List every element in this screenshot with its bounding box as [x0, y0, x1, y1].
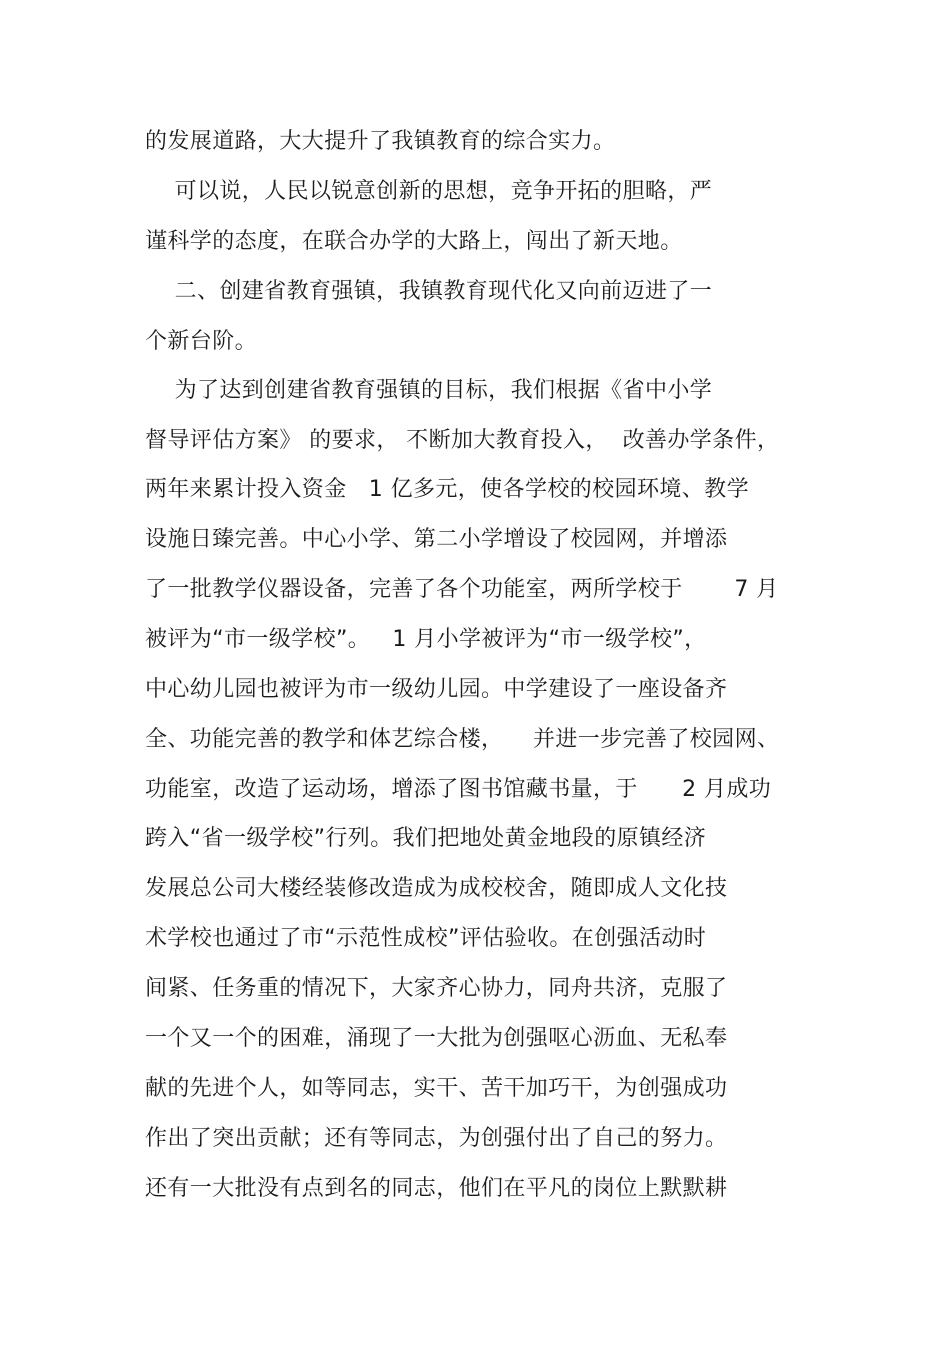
text-line: 跨入“省一级学校”行列。我们把地处黄金地段的原镇经济 [145, 826, 707, 851]
text-line: 一个又一个的困难，涌现了一大批为创强呕心沥血、无私奉 [145, 1026, 728, 1051]
text-line: 为了达到创建省教育强镇的目标，我们根据《省中小学 [145, 378, 713, 403]
text-line: 被评为“市一级学校”。 1 月小学被评为“市一级学校”， [145, 627, 707, 652]
text-line: 发展总公司大楼经装修改造成为成校校舍，随即成人文化技 [145, 876, 728, 901]
text-line: 还有一大批没有点到名的同志，他们在平凡的岗位上默默耕 [145, 1176, 728, 1201]
text-line: 个新台阶。 [145, 329, 258, 354]
text-line: 督导评估方案》 的要求， 不断加大教育投入， 改善办学条件， [145, 428, 780, 453]
text-line: 了一批教学仪器设备，完善了各个功能室，两所学校于 7 月 [145, 577, 779, 602]
text-line: 两年来累计投入资金 1 亿多元，使各学校的校园环境、教学 [145, 477, 749, 502]
text-line: 献的先进个人，如等同志，实干、苦干加巧干，为创强成功 [145, 1076, 728, 1101]
text-line: 设施日臻完善。中心小学、第二小学增设了校园网，并增添 [145, 527, 728, 552]
text-line: 谨科学的态度，在联合办学的大路上，闯出了新天地。 [145, 229, 683, 254]
text-line: 二、创建省教育强镇，我镇教育现代化又向前迈进了一 [145, 279, 713, 304]
text-line: 可以说，人民以锐意创新的思想，竞争开拓的胆略，严 [145, 179, 713, 204]
text-line: 的发展道路，大大提升了我镇教育的综合实力。 [145, 129, 616, 154]
text-line: 作出了突出贡献；还有等同志，为创强付出了自己的努力。 [145, 1126, 728, 1151]
text-line: 全、功能完善的教学和体艺综合楼， 并进一步完善了校园网、 [145, 727, 780, 752]
text-line: 术学校也通过了市“示范性成校”评估验收。在创强活动时 [145, 926, 707, 951]
text-line: 中心幼儿园也被评为市一级幼儿园。中学建设了一座设备齐 [145, 677, 728, 702]
text-line: 功能室，改造了运动场，增添了图书馆藏书量，于 2 月成功 [145, 777, 772, 802]
text-line: 间紧、任务重的情况下，大家齐心协力，同舟共济，克服了 [145, 976, 728, 1001]
